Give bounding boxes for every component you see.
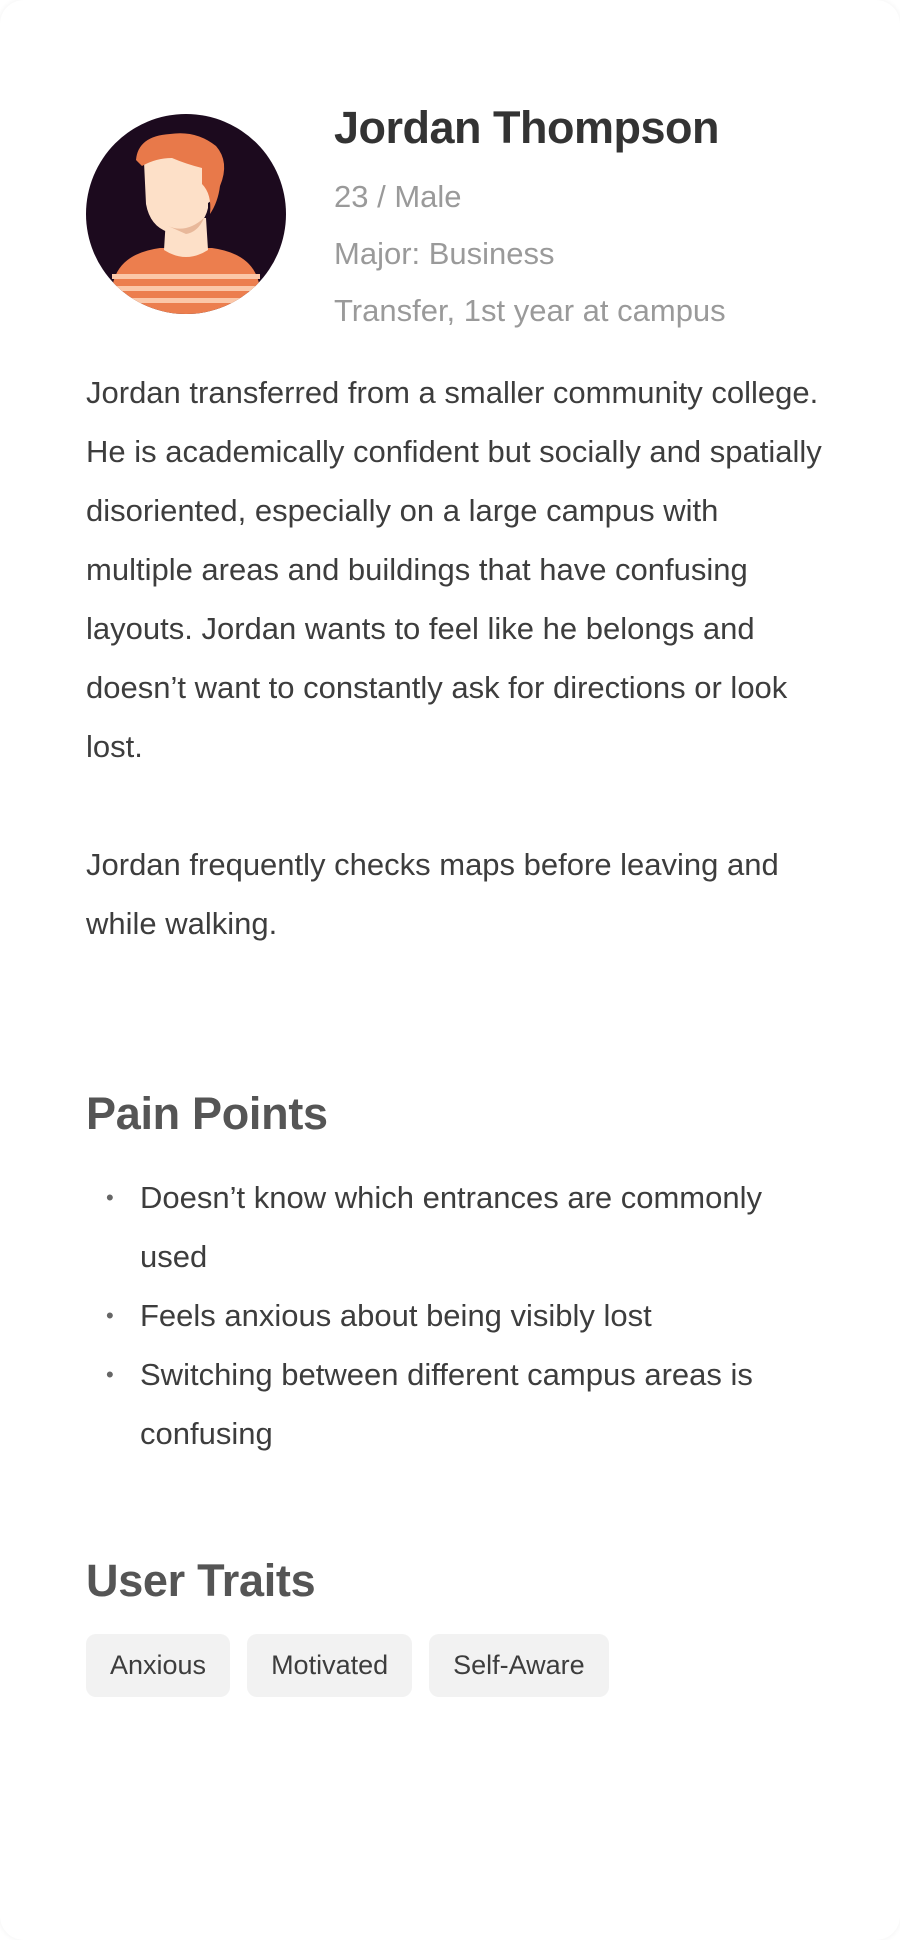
person-avatar-icon <box>86 114 286 314</box>
persona-age-gender: 23 / Male <box>334 179 462 214</box>
user-traits-title: User Traits <box>86 1555 316 1606</box>
persona-bio <box>86 363 826 953</box>
pain-points-list <box>86 1168 806 1463</box>
pain-point-text: Switching between different campus areas is confusing <box>140 1357 753 1451</box>
user-traits-list <box>86 1634 609 1697</box>
persona-status: Transfer, 1st year at campus <box>334 293 726 328</box>
list-item <box>86 1168 806 1286</box>
pain-points-title: Pain Points <box>86 1088 328 1139</box>
pain-point-text: Feels anxious about being visibly lost <box>140 1298 652 1333</box>
trait-chip: Motivated <box>247 1634 412 1697</box>
bio-paragraph: Jordan frequently checks maps before leaving and while walking. <box>86 847 779 941</box>
avatar <box>86 114 286 314</box>
persona-major: Major: Business <box>334 236 555 271</box>
bullet-icon: • <box>106 1185 114 1210</box>
list-item <box>86 1286 806 1345</box>
trait-chip: Self-Aware <box>429 1634 609 1697</box>
list-item <box>86 1345 806 1463</box>
bio-paragraph: Jordan transferred from a smaller community college. He is academically confident but socially and spatially disoriented, especially on a large campus with multiple areas and buildings that have confusing layouts. Jordan wants to feel like he belongs and doesn’t want to constantly ask for directions or look lost. <box>86 375 822 764</box>
bullet-icon: • <box>106 1303 114 1328</box>
persona-meta <box>334 168 726 339</box>
persona-name: Jordan Thompson <box>334 102 719 153</box>
pain-point-text: Doesn’t know which entrances are commonly used <box>140 1180 762 1274</box>
persona-identity <box>334 98 726 339</box>
trait-chip: Anxious <box>86 1634 230 1697</box>
bullet-icon: • <box>106 1362 114 1387</box>
persona-header <box>86 98 860 339</box>
